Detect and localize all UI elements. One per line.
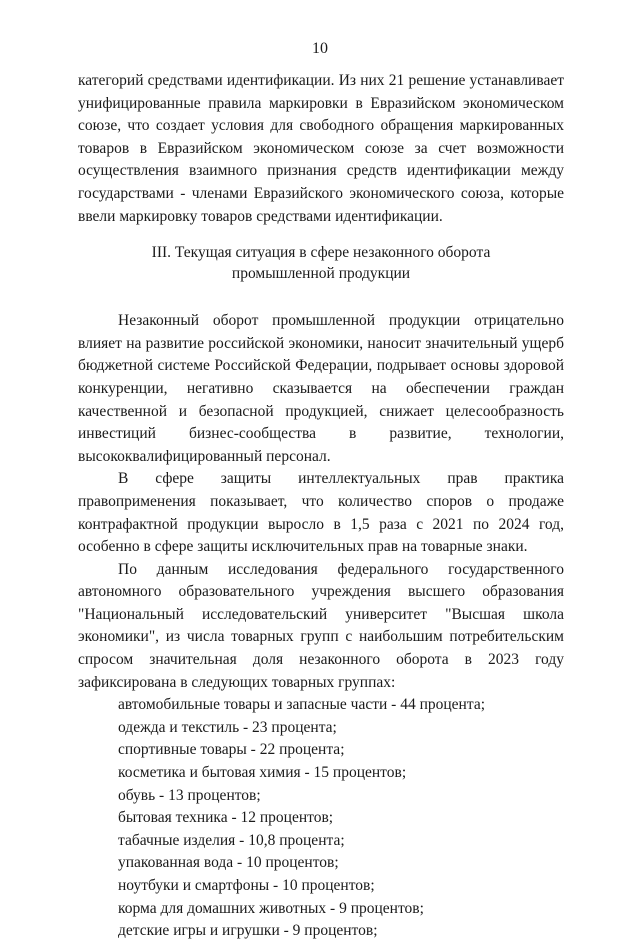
page-number: 10 bbox=[312, 40, 328, 57]
list-item: спортивные товары - 22 процента; bbox=[118, 741, 345, 759]
paragraph-ip-protection: В сфере защиты интеллектуальных прав практика правоприменения показывает, что количество споров о продаже контрафактной продукции выросло в 1,5 раза с 2021 по 2024 год, особенно в сфере защиты исключительных прав на товарные знаки. bbox=[78, 470, 564, 556]
list-item: автомобильные товары и запасные части - 44 процента; bbox=[118, 696, 486, 714]
list-item: бытовая техника - 12 процентов; bbox=[118, 809, 334, 827]
list-item: одежда и текстиль - 23 процента; bbox=[118, 718, 337, 736]
document-body bbox=[78, 70, 564, 943]
list-item: косметика и бытовая химия - 15 процентов; bbox=[118, 764, 407, 782]
paragraph-continuation: категорий средствами идентификации. Из них 21 решение устанавливает унифицированные правила маркировки в Евразийском экономическом союзе, что создает условия для свободного обращения маркированных товаров в Евразийском экономическом союзе за счет возможности осуществления взаимного признания средств идентификации между государствами - членами Евразийского экономического союза, которые ввели маркировку товаров средствами идентификации. bbox=[78, 72, 564, 225]
paragraph-illegal-trade: Незаконный оборот промышленной продукции отрицательно влияет на развитие российской экономики, наносит значительный ущерб бюджетной системе Российской Федерации, подрывает основы здоровой конкуренции, негативно сказывается на обеспечении граждан качественной и безопасной продукцией, снижает целесообразность инвестиций бизнес-сообщества в развитие, технологии, высококвалифицированный персонал. bbox=[78, 312, 564, 465]
section-heading-line1: III. Текущая ситуация в сфере незаконного оборота bbox=[151, 244, 491, 262]
paragraph-hse-study: По данным исследования федерального государственного автономного образовательного учреждения высшего образования "Национальный исследовательский университет "Высшая школа экономики", из числа товарных групп с наибольшим потребительским спросом значительная доля незаконного оборота в 2023 году зафиксирована в следующих товарных группах: bbox=[78, 560, 564, 691]
list-item: табачные изделия - 10,8 процента; bbox=[118, 831, 345, 849]
list-item: корма для домашних животных - 9 процентов; bbox=[118, 899, 424, 917]
list-item: детские игры и игрушки - 9 процентов; bbox=[118, 922, 378, 940]
section-heading-line2: промышленной продукции bbox=[231, 265, 411, 283]
list-item: упакованная вода - 10 процентов; bbox=[118, 854, 339, 872]
product-group-list bbox=[78, 694, 564, 943]
list-item: ноутбуки и смартфоны - 10 процентов; bbox=[118, 877, 375, 894]
list-item: обувь - 13 процентов; bbox=[118, 786, 261, 804]
section-heading bbox=[78, 242, 564, 284]
